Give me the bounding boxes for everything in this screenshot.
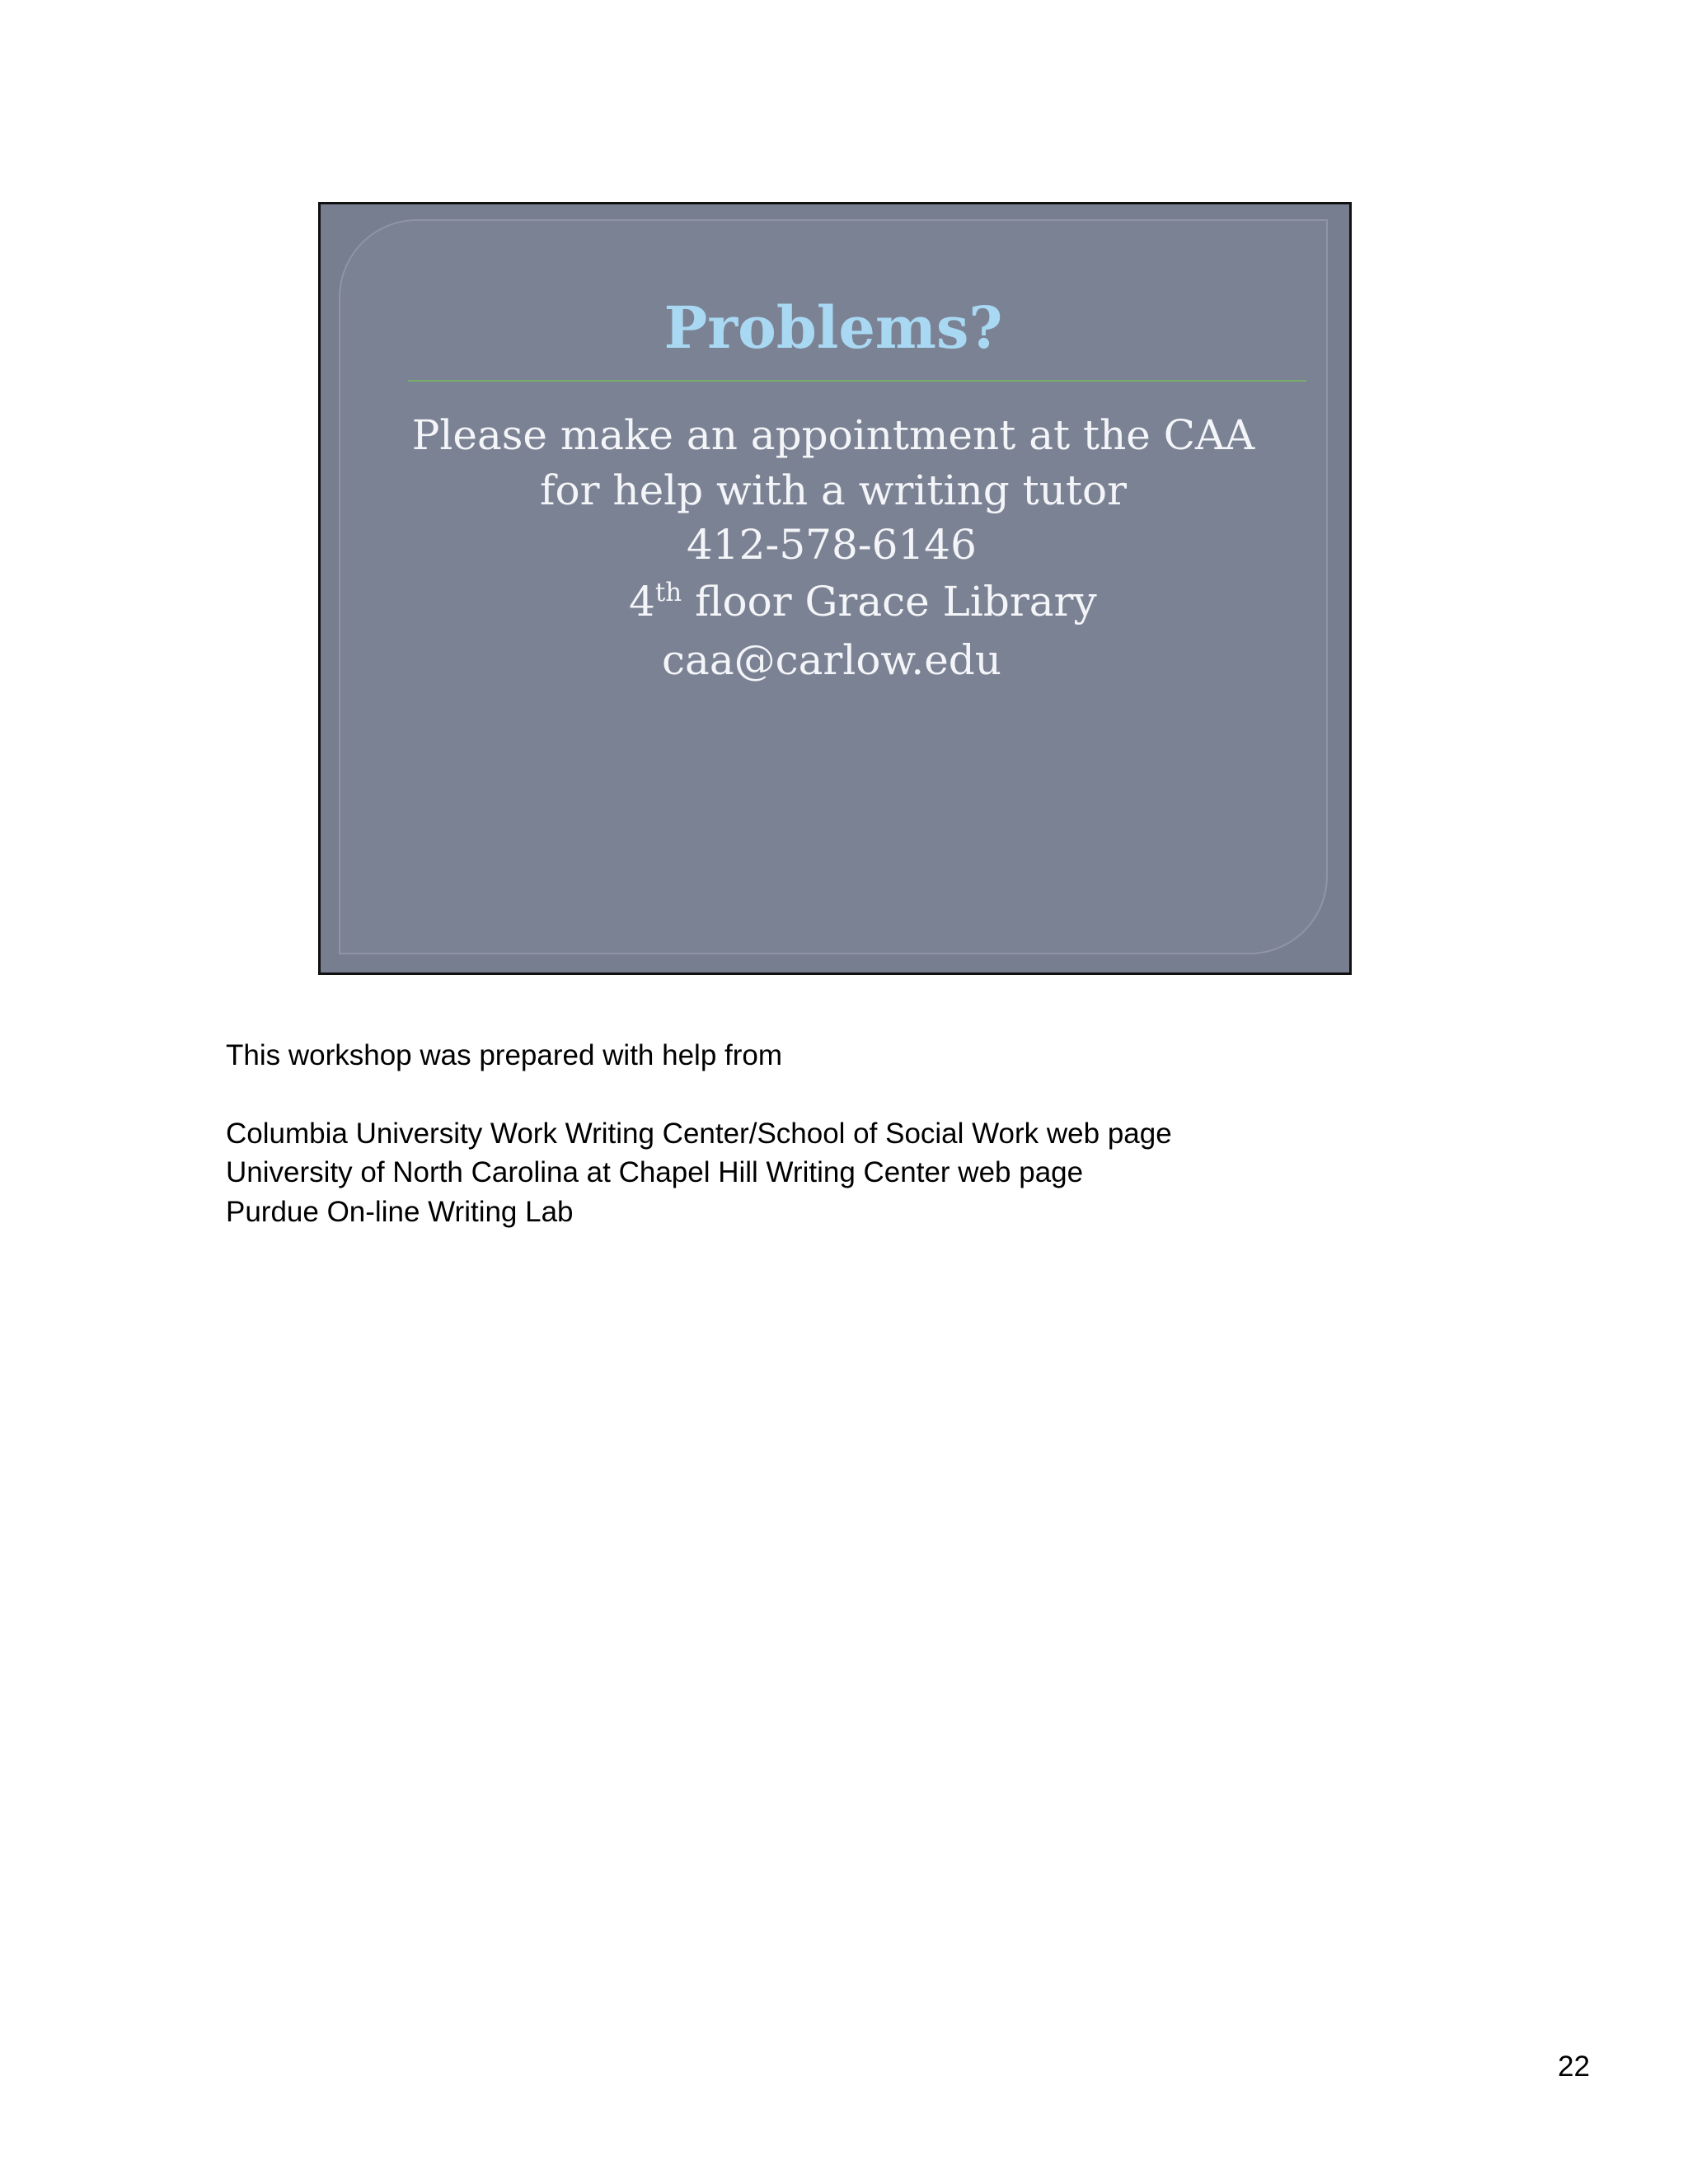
floor-number: 4 — [629, 578, 655, 626]
phone-number: 412-578-6146 — [687, 521, 977, 569]
title-divider — [408, 380, 1306, 382]
page-number: 22 — [1558, 2050, 1590, 2083]
slide-content-panel — [339, 219, 1328, 954]
slide-title: Problems? — [663, 293, 1003, 362]
contact-email: caa@carlow.edu — [662, 636, 1001, 684]
source-columbia: Columbia University Work Writing Center/School of Social Work web page — [226, 1118, 1172, 1150]
notes-intro: This workshop was prepared with help from — [226, 1039, 783, 1071]
slide-thumbnail — [318, 202, 1352, 975]
location-text — [629, 578, 1097, 626]
library-name: floor Grace Library — [682, 578, 1097, 626]
tutor-text: for help with a writing tutor — [539, 466, 1128, 514]
source-unc: University of North Carolina at Chapel Hill Writing Center web page — [226, 1156, 1084, 1188]
appointment-text: Please make an appointment at the CAA — [411, 411, 1255, 459]
floor-ordinal-suffix: th — [654, 578, 682, 607]
source-purdue: Purdue On-line Writing Lab — [226, 1196, 574, 1228]
